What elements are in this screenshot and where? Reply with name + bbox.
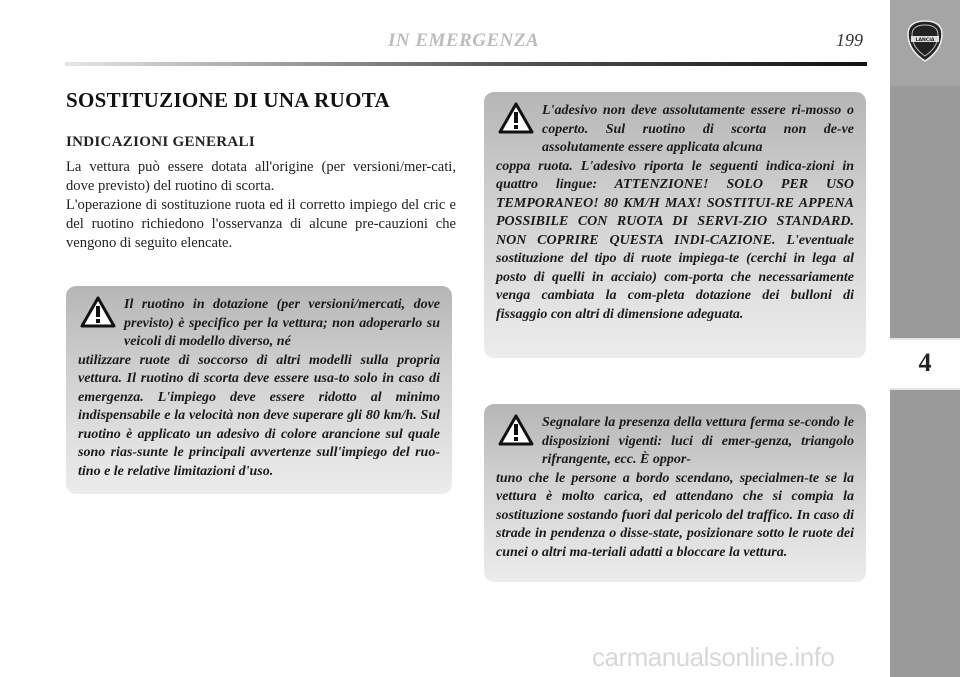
warning-rest: utilizzare ruote di soccorso di altri modelli sulla propria vettura. Il ruotino di scorta deve essere usa-to solo in caso di emergenza. L'impiego deve essere ridotto al minimo indispensabile e la velocità non deve superare gli 80 km/h. Sul ruotino è applicato un adesivo di colore arancione sul quale sono rias-sunte le principali avvertenze sull'impiego del ruo-tino e le relative limitazioni d'uso.: [78, 352, 440, 479]
warning-text: [496, 102, 854, 324]
chapter-marker: [890, 338, 960, 390]
chapter-number: 4: [918, 348, 932, 377]
logo-cell: [890, 0, 960, 86]
running-header: IN EMERGENZA: [388, 30, 540, 51]
warning-rest: tuno che le persone a bordo scendano, specialmen-te se la vettura è molto carica, ed attendano che si compia la sostituzione sostando fuori dal pericolo del traffico. In caso di strade in pendenza o disse-state, posizionare sotto le ruote dei cunei o altri ma-teriali adatti a bloccare la vettura.: [496, 470, 854, 560]
header-rule: [65, 62, 867, 66]
warning-box-signal-vehicle: [484, 404, 866, 582]
warning-lead: L'adesivo non deve assolutamente essere ri-mosso o coperto. Sul ruotino di scorta non de-ve assolutamente essere applicata alcuna: [542, 103, 854, 155]
section-title: SOSTITUZIONE DI UNA RUOTA: [66, 88, 390, 112]
subheading: INDICAZIONI GENERALI: [66, 134, 255, 150]
lancia-shield-icon: [906, 20, 944, 62]
body-paragraph: La vettura può essere dotata all'origine (per versioni/mer-cati, dove previsto) del ruotino di scorta.: [66, 159, 456, 194]
body-text: [66, 158, 456, 253]
body-paragraph: L'operazione di sostituzione ruota ed il corretto impiego del cric e del ruotino richiedono l'osservanza di alcune pre-cauzioni che vengono di seguito elencate.: [66, 197, 456, 251]
page-number: 199: [836, 30, 863, 50]
warning-text: [496, 414, 854, 562]
warning-text: [78, 296, 440, 481]
logo-text: LANCIA: [915, 38, 935, 43]
warning-box-spare-wheel: [66, 286, 452, 494]
warning-lead: Il ruotino in dotazione (per versioni/mercati, dove previsto) è specifico per la vettura; non adoperarlo su veicoli di modello diverso, né: [124, 297, 440, 349]
watermark: carmanualsonline.info: [592, 642, 835, 672]
warning-lead: Segnalare la presenza della vettura ferma se-condo le disposizioni vigenti: luci di emer-genza, triangolo rifrangente, ecc. È oppor-: [542, 415, 854, 467]
warning-box-sticker: [484, 92, 866, 358]
warning-rest: coppa ruota. L'adesivo riporta le seguenti indica-zioni in quattro lingue: ATTENZIONE! SOLO PER USO TEMPORANEO! 80 KM/H MAX! SOSTITUI-RE APPENA POSSIBILE CON RUOTA DI SERVI-ZIO STANDARD. NON COPRIRE QUESTA INDI-CAZIONE. L'eventuale sostituzione del tipo di ruote impiega-te (cerchi in lega al posto di quelli in acciaio) com-porta che necessariamente venga cambiata la com-pleta dotazione dei bulloni di fissaggio con altri di dimensione adeguata.: [496, 158, 854, 322]
